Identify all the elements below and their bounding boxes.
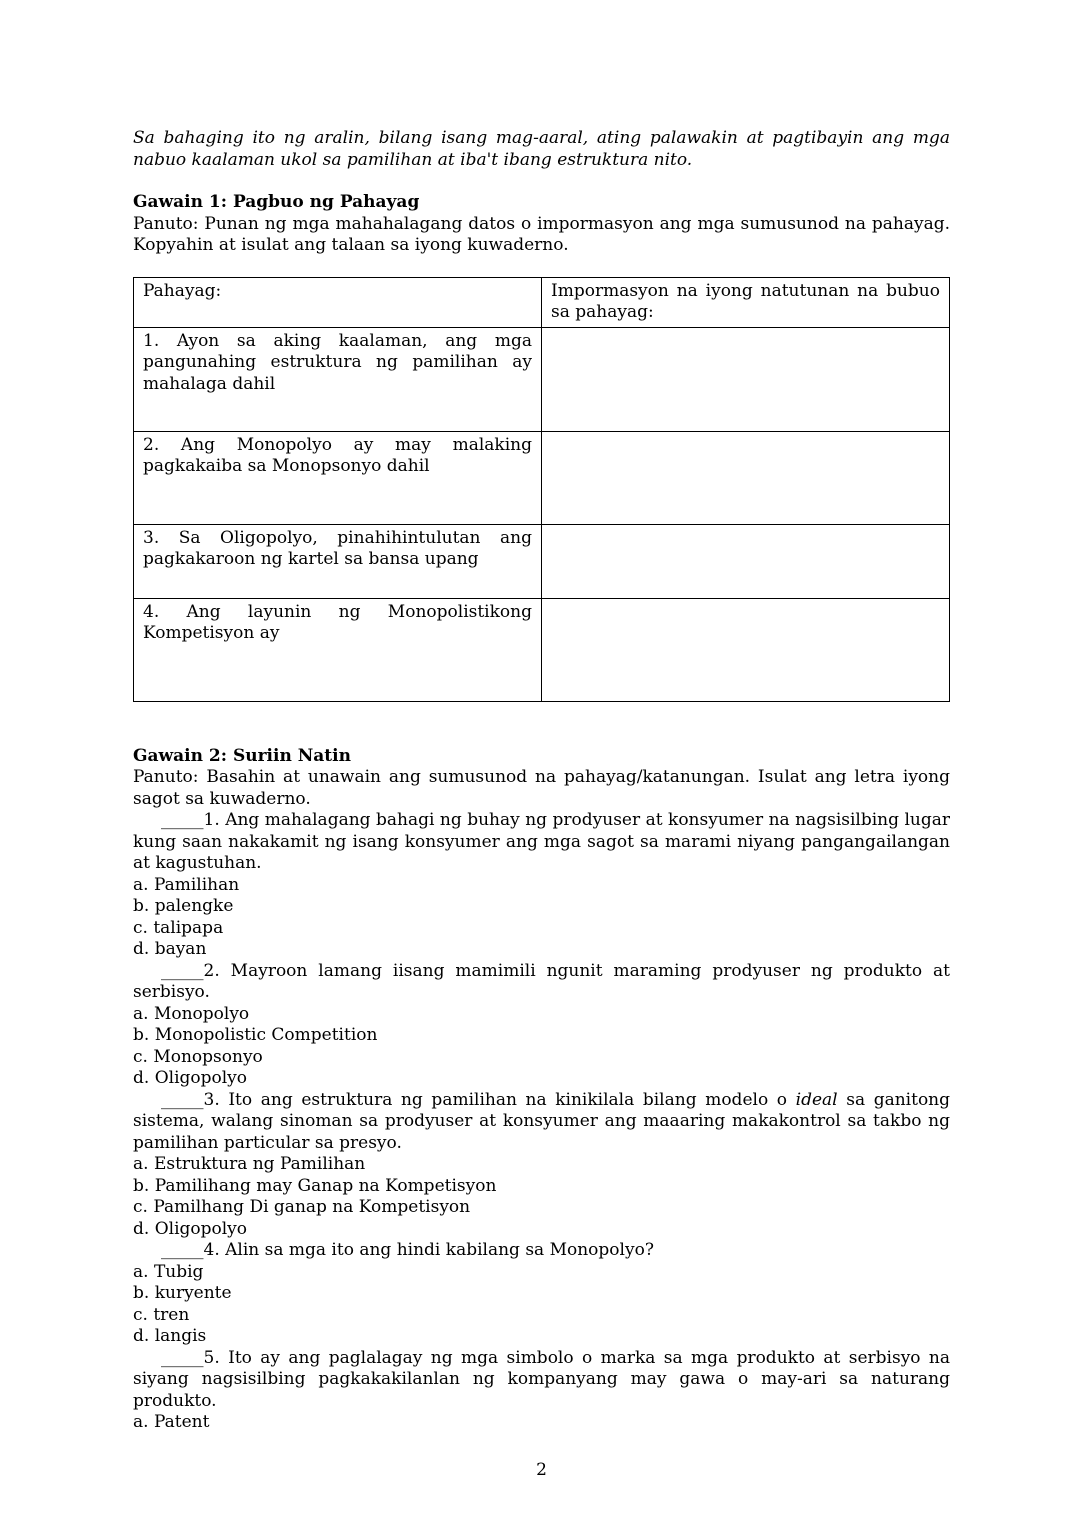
choice-2b: b. Monopolistic Competition [133,1025,378,1045]
gawain2-instructions: Panuto: Basahin at unawain ang sumusunod na pahayag/katanungan. Isulat ang letra iyong sagot sa kuwaderno. [133,767,950,809]
intro-paragraph: Sa bahaging ito ng aralin, bilang isang mag-aaral, ating palawakin at pagtibayin ang mga nabuo kaalaman ukol sa pamilihan at iba't ibang estruktura nito. [133,128,950,170]
question-blank: _____2. [161,960,231,981]
statement-cell: 4. Ang layunin ng Monopolistikong Kompetisyon ay [134,598,542,701]
gawain1-title: Gawain 1: Pagbuo ng Pahayag [133,192,420,212]
question-text: Ito ang estruktura ng pamilihan na kinikilala bilang modelo o [228,1089,796,1110]
answer-cell [542,598,950,701]
choice-3b: b. Pamilihang may Ganap na Kompetisyon [133,1175,497,1196]
question-text: Ang mahalagang bahagi ng buhay ng prodyuser at konsyumer na nagsisilbing lugar kung saan nakakamit ng isang konsyumer ang mga sagot sa marami niyang pangangailangan at kagustuhan. [133,810,951,873]
page-number: 2 [536,1459,547,1480]
choice-5a: a. Patent [133,1412,210,1432]
statement-cell: 3. Sa Oligopolyo, pinahihintulutan ang pagkakaroon ng kartel sa bansa upang [134,524,542,598]
choice-3c: c. Pamilhang Di ganap na Kompetisyon [133,1197,471,1217]
choice-1c: c. talipapa [133,917,224,938]
statement-cell: 1. Ayon sa aking kaalaman, ang mga pangunahing estruktura ng pamilihan ay mahalaga dahil [134,327,542,431]
choice-2d: d. Oligopolyo [133,1068,248,1088]
question-blank: _____4. [161,1240,226,1260]
choice-4b: b. kuryente [133,1283,232,1303]
question-1 [133,810,950,875]
question-blank: _____5. [161,1347,229,1368]
question-5 [133,1348,950,1413]
statement-cell: 2. Ang Monopolyo ay may malaking pagkakaiba sa Monopsonyo dahil [134,431,542,524]
answer-cell [542,431,950,524]
gawain1-table [133,277,950,702]
table-row [134,431,950,524]
table-row [134,598,950,701]
question-text: sa ganitong sistema, walang sinoman sa prodyuser at konsyumer ang maaaring makakontrol sa takbo ng pamilihan particular sa presyo. [133,1089,951,1153]
choice-3d: d. Oligopolyo [133,1218,248,1239]
question-text: Mayroon lamang iisang mamimili ngunit maraming prodyuser ng produkto at serbisyo. [133,960,951,1002]
gawain1-instructions: Panuto: Punan ng mga mahahalagang datos o impormasyon ang mga sumusunod na pahayag. Kopyahin at isulat ang talaan sa iyong kuwaderno. [133,213,950,255]
table-row [134,524,950,598]
question-text: Ito ay ang paglalagay ng mga simbolo o marka sa mga produkto at serbisyo na siyang nagsisilbing pagkakakilanlan ng kompanyang may gawa o may-ari sa naturang produkto. [133,1347,951,1411]
choice-4d: d. langis [133,1326,207,1346]
answer-cell [542,327,950,431]
table-header-row [134,277,950,327]
answer-cell [542,524,950,598]
choice-4a: a. Tubig [133,1261,204,1282]
table-row [134,327,950,431]
table-header-pahayag: Pahayag: [134,277,542,327]
choice-1a: a. Pamilihan [133,874,240,895]
choice-1b: b. palengke [133,896,234,916]
choice-2c: c. Monopsonyo [133,1046,263,1067]
choice-1d: d. bayan [133,939,207,959]
question-blank: _____1. [161,810,226,830]
choice-2a: a. Monopolyo [133,1003,250,1024]
table-header-impormasyon: Impormasyon na iyong natutunan na bubuo sa pahayag: [542,277,950,327]
choice-3a: a. Estruktura ng Pamilihan [133,1154,366,1174]
choice-4c: c. tren [133,1304,190,1325]
question-text: Alin sa mga ito ang hindi kabilang sa Monopolyo? [225,1240,654,1260]
question-blank: _____3. [161,1089,229,1110]
gawain2-title: Gawain 2: Suriin Natin [133,745,351,766]
question-4 [133,1240,950,1262]
question-2 [133,961,950,1004]
question-text-italic: ideal [795,1089,838,1110]
question-3 [133,1090,950,1155]
